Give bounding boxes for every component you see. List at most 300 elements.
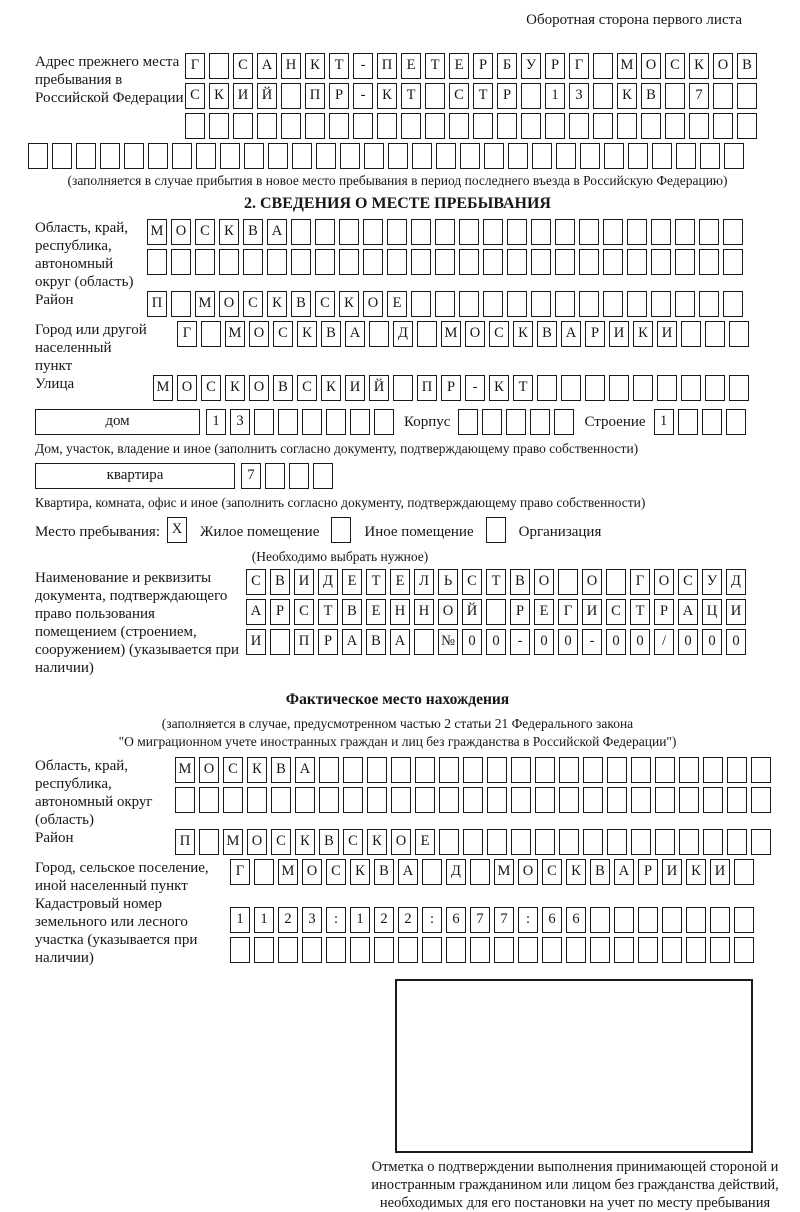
char-box[interactable]: А: [342, 629, 362, 655]
char-box[interactable]: [435, 219, 455, 245]
char-box[interactable]: [401, 113, 421, 139]
char-box[interactable]: М: [494, 859, 514, 885]
char-box[interactable]: Е: [449, 53, 469, 79]
char-box[interactable]: [607, 757, 627, 783]
char-box[interactable]: В: [243, 219, 263, 245]
char-box[interactable]: И: [710, 859, 730, 885]
char-box[interactable]: [532, 143, 552, 169]
char-box[interactable]: Й: [369, 375, 389, 401]
char-box[interactable]: [463, 757, 483, 783]
char-box[interactable]: [196, 143, 216, 169]
char-box[interactable]: [699, 219, 719, 245]
char-box[interactable]: Г: [177, 321, 197, 347]
char-box[interactable]: И: [582, 599, 602, 625]
char-box[interactable]: О: [247, 829, 267, 855]
char-box[interactable]: [494, 937, 514, 963]
char-box[interactable]: О: [641, 53, 661, 79]
char-box[interactable]: [463, 787, 483, 813]
char-box[interactable]: [751, 829, 771, 855]
char-box[interactable]: [422, 937, 442, 963]
char-box[interactable]: [535, 787, 555, 813]
char-box[interactable]: [559, 829, 579, 855]
char-box[interactable]: Н: [390, 599, 410, 625]
char-box[interactable]: [561, 375, 581, 401]
char-box[interactable]: Р: [441, 375, 461, 401]
char-box[interactable]: [486, 599, 506, 625]
char-box[interactable]: [398, 937, 418, 963]
char-box[interactable]: [463, 829, 483, 855]
char-box[interactable]: А: [267, 219, 287, 245]
char-box[interactable]: О: [363, 291, 383, 317]
char-box[interactable]: [313, 463, 333, 489]
char-box[interactable]: Ц: [702, 599, 722, 625]
char-box[interactable]: С: [449, 83, 469, 109]
char-box[interactable]: [590, 937, 610, 963]
char-box[interactable]: Р: [473, 53, 493, 79]
char-box[interactable]: -: [353, 83, 373, 109]
char-box[interactable]: [676, 143, 696, 169]
char-box[interactable]: [350, 409, 370, 435]
char-box[interactable]: О: [534, 569, 554, 595]
char-box[interactable]: [391, 757, 411, 783]
char-box[interactable]: Т: [318, 599, 338, 625]
char-box[interactable]: И: [345, 375, 365, 401]
char-box[interactable]: В: [270, 569, 290, 595]
char-box[interactable]: [319, 787, 339, 813]
char-box[interactable]: О: [219, 291, 239, 317]
char-box[interactable]: [267, 249, 287, 275]
char-box[interactable]: К: [321, 375, 341, 401]
char-box[interactable]: [705, 321, 725, 347]
char-box[interactable]: И: [294, 569, 314, 595]
char-box[interactable]: [415, 787, 435, 813]
char-box[interactable]: М: [223, 829, 243, 855]
char-box[interactable]: Т: [425, 53, 445, 79]
char-box[interactable]: С: [294, 599, 314, 625]
char-box[interactable]: 3: [302, 907, 322, 933]
char-box[interactable]: Н: [414, 599, 434, 625]
char-box[interactable]: М: [195, 291, 215, 317]
char-box[interactable]: [387, 249, 407, 275]
char-box[interactable]: [641, 113, 661, 139]
char-box[interactable]: [734, 859, 754, 885]
char-box[interactable]: С: [606, 599, 626, 625]
char-box[interactable]: [737, 113, 757, 139]
char-box[interactable]: [627, 219, 647, 245]
char-box[interactable]: С: [271, 829, 291, 855]
char-box[interactable]: [542, 937, 562, 963]
char-box[interactable]: А: [246, 599, 266, 625]
char-box[interactable]: [439, 787, 459, 813]
char-box[interactable]: [662, 937, 682, 963]
char-box[interactable]: [369, 321, 389, 347]
char-box[interactable]: О: [465, 321, 485, 347]
char-box[interactable]: В: [273, 375, 293, 401]
char-box[interactable]: [331, 517, 351, 543]
char-box[interactable]: [558, 569, 578, 595]
char-box[interactable]: [459, 291, 479, 317]
char-box[interactable]: С: [243, 291, 263, 317]
char-box[interactable]: [340, 143, 360, 169]
char-box[interactable]: [675, 219, 695, 245]
char-box[interactable]: Й: [462, 599, 482, 625]
checkbox-residential[interactable]: [167, 517, 191, 543]
char-box[interactable]: [559, 787, 579, 813]
char-box[interactable]: [220, 143, 240, 169]
char-box[interactable]: К: [617, 83, 637, 109]
char-box[interactable]: Д: [318, 569, 338, 595]
char-box[interactable]: [271, 787, 291, 813]
char-box[interactable]: 0: [726, 629, 746, 655]
char-box[interactable]: [257, 113, 277, 139]
char-box[interactable]: М: [278, 859, 298, 885]
char-box[interactable]: К: [339, 291, 359, 317]
char-box[interactable]: [545, 113, 565, 139]
char-box[interactable]: :: [518, 907, 538, 933]
char-box[interactable]: [473, 113, 493, 139]
char-box[interactable]: Р: [270, 599, 290, 625]
char-box[interactable]: [521, 113, 541, 139]
char-box[interactable]: Р: [329, 83, 349, 109]
char-box[interactable]: [511, 757, 531, 783]
char-box[interactable]: [199, 829, 219, 855]
char-box[interactable]: Т: [366, 569, 386, 595]
char-box[interactable]: [446, 937, 466, 963]
char-box[interactable]: В: [510, 569, 530, 595]
char-box[interactable]: [511, 829, 531, 855]
char-box[interactable]: И: [233, 83, 253, 109]
char-box[interactable]: [651, 249, 671, 275]
char-box[interactable]: [458, 409, 478, 435]
char-box[interactable]: [723, 249, 743, 275]
char-box[interactable]: И: [246, 629, 266, 655]
char-box[interactable]: [387, 219, 407, 245]
char-box[interactable]: Б: [497, 53, 517, 79]
char-box[interactable]: [727, 787, 747, 813]
char-box[interactable]: [411, 219, 431, 245]
char-box[interactable]: [723, 219, 743, 245]
char-box[interactable]: [412, 143, 432, 169]
char-box[interactable]: [631, 787, 651, 813]
char-box[interactable]: [439, 757, 459, 783]
char-box[interactable]: Р: [638, 859, 658, 885]
char-box[interactable]: О: [249, 321, 269, 347]
char-box[interactable]: [148, 143, 168, 169]
char-box[interactable]: [679, 787, 699, 813]
char-box[interactable]: [483, 219, 503, 245]
char-box[interactable]: К: [297, 321, 317, 347]
char-box[interactable]: [425, 113, 445, 139]
char-box[interactable]: М: [175, 757, 195, 783]
char-box[interactable]: С: [201, 375, 221, 401]
char-box[interactable]: 1: [230, 907, 250, 933]
char-box[interactable]: [702, 409, 722, 435]
char-box[interactable]: 7: [494, 907, 514, 933]
char-box[interactable]: К: [489, 375, 509, 401]
char-box[interactable]: [171, 291, 191, 317]
char-box[interactable]: [377, 113, 397, 139]
char-box[interactable]: 7: [241, 463, 261, 489]
char-box[interactable]: [302, 409, 322, 435]
char-box[interactable]: С: [246, 569, 266, 595]
char-box[interactable]: [393, 375, 413, 401]
char-box[interactable]: [628, 143, 648, 169]
char-box[interactable]: И: [609, 321, 629, 347]
char-box[interactable]: [315, 249, 335, 275]
char-box[interactable]: [614, 937, 634, 963]
char-box[interactable]: [281, 83, 301, 109]
char-box[interactable]: [281, 113, 301, 139]
char-box[interactable]: [724, 143, 744, 169]
char-box[interactable]: Е: [387, 291, 407, 317]
char-box[interactable]: [699, 291, 719, 317]
char-box[interactable]: К: [350, 859, 370, 885]
char-box[interactable]: П: [175, 829, 195, 855]
char-box[interactable]: [506, 409, 526, 435]
char-box[interactable]: А: [398, 859, 418, 885]
char-box[interactable]: [295, 787, 315, 813]
char-box[interactable]: Д: [446, 859, 466, 885]
char-box[interactable]: 0: [606, 629, 626, 655]
char-box[interactable]: К: [513, 321, 533, 347]
char-box[interactable]: -: [465, 375, 485, 401]
char-box[interactable]: Е: [366, 599, 386, 625]
char-box[interactable]: [508, 143, 528, 169]
char-box[interactable]: [367, 787, 387, 813]
char-box[interactable]: №: [438, 629, 458, 655]
char-box[interactable]: [727, 829, 747, 855]
char-box[interactable]: 1: [350, 907, 370, 933]
char-box[interactable]: [484, 143, 504, 169]
char-box[interactable]: [415, 757, 435, 783]
char-box[interactable]: [185, 113, 205, 139]
char-box[interactable]: [655, 829, 675, 855]
char-box[interactable]: 7: [689, 83, 709, 109]
char-box[interactable]: 2: [374, 907, 394, 933]
char-box[interactable]: [302, 937, 322, 963]
char-box[interactable]: В: [737, 53, 757, 79]
char-box[interactable]: [555, 249, 575, 275]
char-box[interactable]: [278, 409, 298, 435]
char-box[interactable]: [487, 829, 507, 855]
char-box[interactable]: [604, 143, 624, 169]
char-box[interactable]: [614, 907, 634, 933]
char-box[interactable]: [147, 249, 167, 275]
char-box[interactable]: [710, 907, 730, 933]
char-box[interactable]: [638, 907, 658, 933]
char-box[interactable]: [436, 143, 456, 169]
char-box[interactable]: И: [662, 859, 682, 885]
char-box[interactable]: [339, 219, 359, 245]
char-box[interactable]: 1: [545, 83, 565, 109]
char-box[interactable]: П: [147, 291, 167, 317]
char-box[interactable]: Д: [393, 321, 413, 347]
char-box[interactable]: [703, 787, 723, 813]
char-box[interactable]: [353, 113, 373, 139]
char-box[interactable]: Г: [630, 569, 650, 595]
char-box[interactable]: [556, 143, 576, 169]
char-box[interactable]: Т: [486, 569, 506, 595]
char-box[interactable]: К: [633, 321, 653, 347]
char-box[interactable]: Й: [257, 83, 277, 109]
char-box[interactable]: [631, 829, 651, 855]
char-box[interactable]: [374, 937, 394, 963]
char-box[interactable]: [76, 143, 96, 169]
char-box[interactable]: [531, 219, 551, 245]
char-box[interactable]: [425, 83, 445, 109]
char-box[interactable]: [655, 787, 675, 813]
char-box[interactable]: М: [147, 219, 167, 245]
char-box[interactable]: 0: [702, 629, 722, 655]
char-box[interactable]: 6: [542, 907, 562, 933]
char-box[interactable]: О: [582, 569, 602, 595]
char-box[interactable]: О: [249, 375, 269, 401]
char-box[interactable]: [559, 757, 579, 783]
char-box[interactable]: [319, 757, 339, 783]
char-box[interactable]: [590, 907, 610, 933]
char-box[interactable]: [100, 143, 120, 169]
char-box[interactable]: [593, 53, 613, 79]
char-box[interactable]: [655, 757, 675, 783]
char-box[interactable]: [689, 113, 709, 139]
char-box[interactable]: Г: [558, 599, 578, 625]
char-box[interactable]: [678, 409, 698, 435]
char-box[interactable]: [511, 787, 531, 813]
char-box[interactable]: В: [342, 599, 362, 625]
char-box[interactable]: [270, 629, 290, 655]
char-box[interactable]: [606, 569, 626, 595]
char-box[interactable]: [243, 249, 263, 275]
char-box[interactable]: [459, 219, 479, 245]
char-box[interactable]: X: [167, 517, 187, 543]
char-box[interactable]: Р: [545, 53, 565, 79]
char-box[interactable]: Д: [726, 569, 746, 595]
char-box[interactable]: [531, 291, 551, 317]
char-box[interactable]: Т: [329, 53, 349, 79]
char-box[interactable]: [329, 113, 349, 139]
char-box[interactable]: [603, 249, 623, 275]
char-box[interactable]: [579, 219, 599, 245]
char-box[interactable]: [343, 787, 363, 813]
char-box[interactable]: 0: [558, 629, 578, 655]
char-box[interactable]: [439, 829, 459, 855]
char-box[interactable]: [679, 829, 699, 855]
checkbox-organization[interactable]: [486, 517, 510, 543]
char-box[interactable]: [388, 143, 408, 169]
char-box[interactable]: С: [315, 291, 335, 317]
char-box[interactable]: [734, 907, 754, 933]
char-box[interactable]: В: [271, 757, 291, 783]
char-box[interactable]: Р: [654, 599, 674, 625]
char-box[interactable]: 6: [566, 907, 586, 933]
char-box[interactable]: [497, 113, 517, 139]
char-box[interactable]: 1: [206, 409, 226, 435]
char-box[interactable]: [52, 143, 72, 169]
char-box[interactable]: [350, 937, 370, 963]
char-box[interactable]: [449, 113, 469, 139]
char-box[interactable]: 6: [446, 907, 466, 933]
char-box[interactable]: Р: [585, 321, 605, 347]
char-box[interactable]: -: [510, 629, 530, 655]
char-box[interactable]: 0: [534, 629, 554, 655]
char-box[interactable]: Е: [415, 829, 435, 855]
char-box[interactable]: Т: [473, 83, 493, 109]
char-box[interactable]: М: [153, 375, 173, 401]
char-box[interactable]: [487, 787, 507, 813]
char-box[interactable]: 1: [654, 409, 674, 435]
char-box[interactable]: [374, 409, 394, 435]
char-box[interactable]: О: [654, 569, 674, 595]
char-box[interactable]: [609, 375, 629, 401]
char-box[interactable]: [521, 83, 541, 109]
char-box[interactable]: О: [438, 599, 458, 625]
char-box[interactable]: [665, 113, 685, 139]
char-box[interactable]: [531, 249, 551, 275]
char-box[interactable]: А: [561, 321, 581, 347]
char-box[interactable]: Г: [569, 53, 589, 79]
char-box[interactable]: [580, 143, 600, 169]
char-box[interactable]: Т: [513, 375, 533, 401]
char-box[interactable]: [254, 409, 274, 435]
char-box[interactable]: [507, 249, 527, 275]
char-box[interactable]: [363, 219, 383, 245]
char-box[interactable]: [223, 787, 243, 813]
char-box[interactable]: [700, 143, 720, 169]
char-box[interactable]: С: [297, 375, 317, 401]
char-box[interactable]: [487, 757, 507, 783]
char-box[interactable]: [579, 291, 599, 317]
char-box[interactable]: -: [582, 629, 602, 655]
char-box[interactable]: А: [345, 321, 365, 347]
char-box[interactable]: У: [702, 569, 722, 595]
char-box[interactable]: [537, 375, 557, 401]
char-box[interactable]: [483, 249, 503, 275]
char-box[interactable]: [291, 249, 311, 275]
char-box[interactable]: К: [686, 859, 706, 885]
char-box[interactable]: :: [422, 907, 442, 933]
char-box[interactable]: С: [185, 83, 205, 109]
char-box[interactable]: 2: [398, 907, 418, 933]
char-box[interactable]: [535, 757, 555, 783]
char-box[interactable]: [710, 937, 730, 963]
char-box[interactable]: [734, 937, 754, 963]
char-box[interactable]: П: [294, 629, 314, 655]
char-box[interactable]: А: [295, 757, 315, 783]
char-box[interactable]: С: [678, 569, 698, 595]
char-box[interactable]: О: [177, 375, 197, 401]
char-box[interactable]: С: [195, 219, 215, 245]
char-box[interactable]: [244, 143, 264, 169]
char-box[interactable]: 1: [254, 907, 274, 933]
char-box[interactable]: В: [374, 859, 394, 885]
char-box[interactable]: [278, 937, 298, 963]
char-box[interactable]: [124, 143, 144, 169]
char-box[interactable]: К: [295, 829, 315, 855]
char-box[interactable]: [686, 907, 706, 933]
char-box[interactable]: [726, 409, 746, 435]
char-box[interactable]: [583, 829, 603, 855]
char-box[interactable]: [292, 143, 312, 169]
char-box[interactable]: [364, 143, 384, 169]
char-box[interactable]: В: [291, 291, 311, 317]
char-box[interactable]: [486, 517, 506, 543]
char-box[interactable]: В: [537, 321, 557, 347]
char-box[interactable]: [268, 143, 288, 169]
char-box[interactable]: Г: [185, 53, 205, 79]
char-box[interactable]: [265, 463, 285, 489]
char-box[interactable]: 2: [278, 907, 298, 933]
char-box[interactable]: [289, 463, 309, 489]
